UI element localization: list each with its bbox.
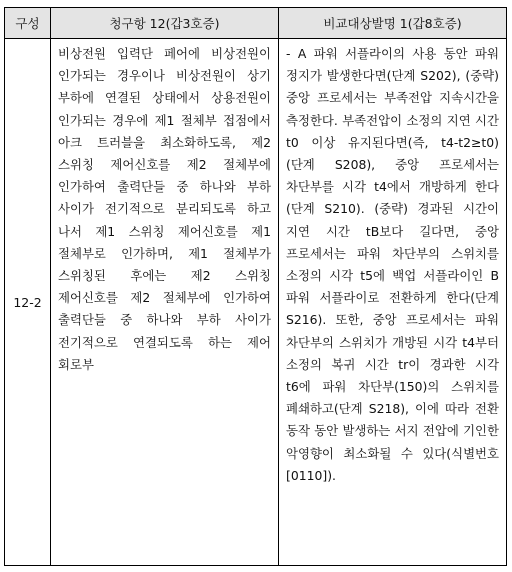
comparison-table — [4, 7, 507, 566]
claim-text: 비상전원 입력단 페어에 비상전원이 인가되는 경우이나 비상전원이 상기 부하에 연결된 상태에서 상용전원이 인가되는 경우에 제1 절체부 접점에서 아크 트러블을 최소화하도록, 제2 스위칭 제어신호를 제2 절체부에 인가하여 출력단들 중 하나와 부하 사이가 전기적으로 분리되도록 하고 나서 제1 스위칭 제어신호를 제1 절체부로 인가하며, 제1 절체부가 스위칭된 후에는 제2 스위칭 제어신호를 제2 절체부에 인가하여 출력단들 중 하나와 부하 사이가 전기적으로 연결되도록 하는 제어 회로부 — [51, 39, 279, 566]
header-comparison: 비교대상발명 1(갑8호증) — [279, 8, 507, 39]
table-row — [5, 39, 507, 566]
comparison-text: - A 파워 서플라이의 사용 동안 파워 정지가 발생한다면(단계 S202), (중략) 중앙 프로세서는 부족전압 지속시간을 측정한다. 부족전압이 소정의 지연 시간 t0 이상 유지된다면(즉, t4-t2≥t0) (단계 S208), 중앙 프로세서는 차단부를 시각 t4에서 개방하게 한다(단계 S210). (중략) 경과된 시간이 지연 시간 tB보다 길다면, 중앙 프로세서는 파워 차단부의 스위치를 소정의 시각 t5에 백업 서플라이인 B 파워 서플라이로 전환하게 한다(단계 S216). 또한, 중앙 프로세서는 파워 차단부의 스위치가 개방된 시각 t4부터 소정의 복귀 시간 tr이 경과한 시각 t6에 파워 차단부(150)의 스위치를 폐쇄하고(단계 S218), 이에 따라 전환 동작 동안 발생하는 서지 전압에 기인한 악영향이 최소화될 수 있다(식별번호 [0110]). — [279, 39, 507, 566]
header-claim: 청구항 12(갑3호증) — [51, 8, 279, 39]
composition-number: 12-2 — [5, 39, 51, 566]
header-composition: 구성 — [5, 8, 51, 39]
table-header-row — [5, 8, 507, 39]
